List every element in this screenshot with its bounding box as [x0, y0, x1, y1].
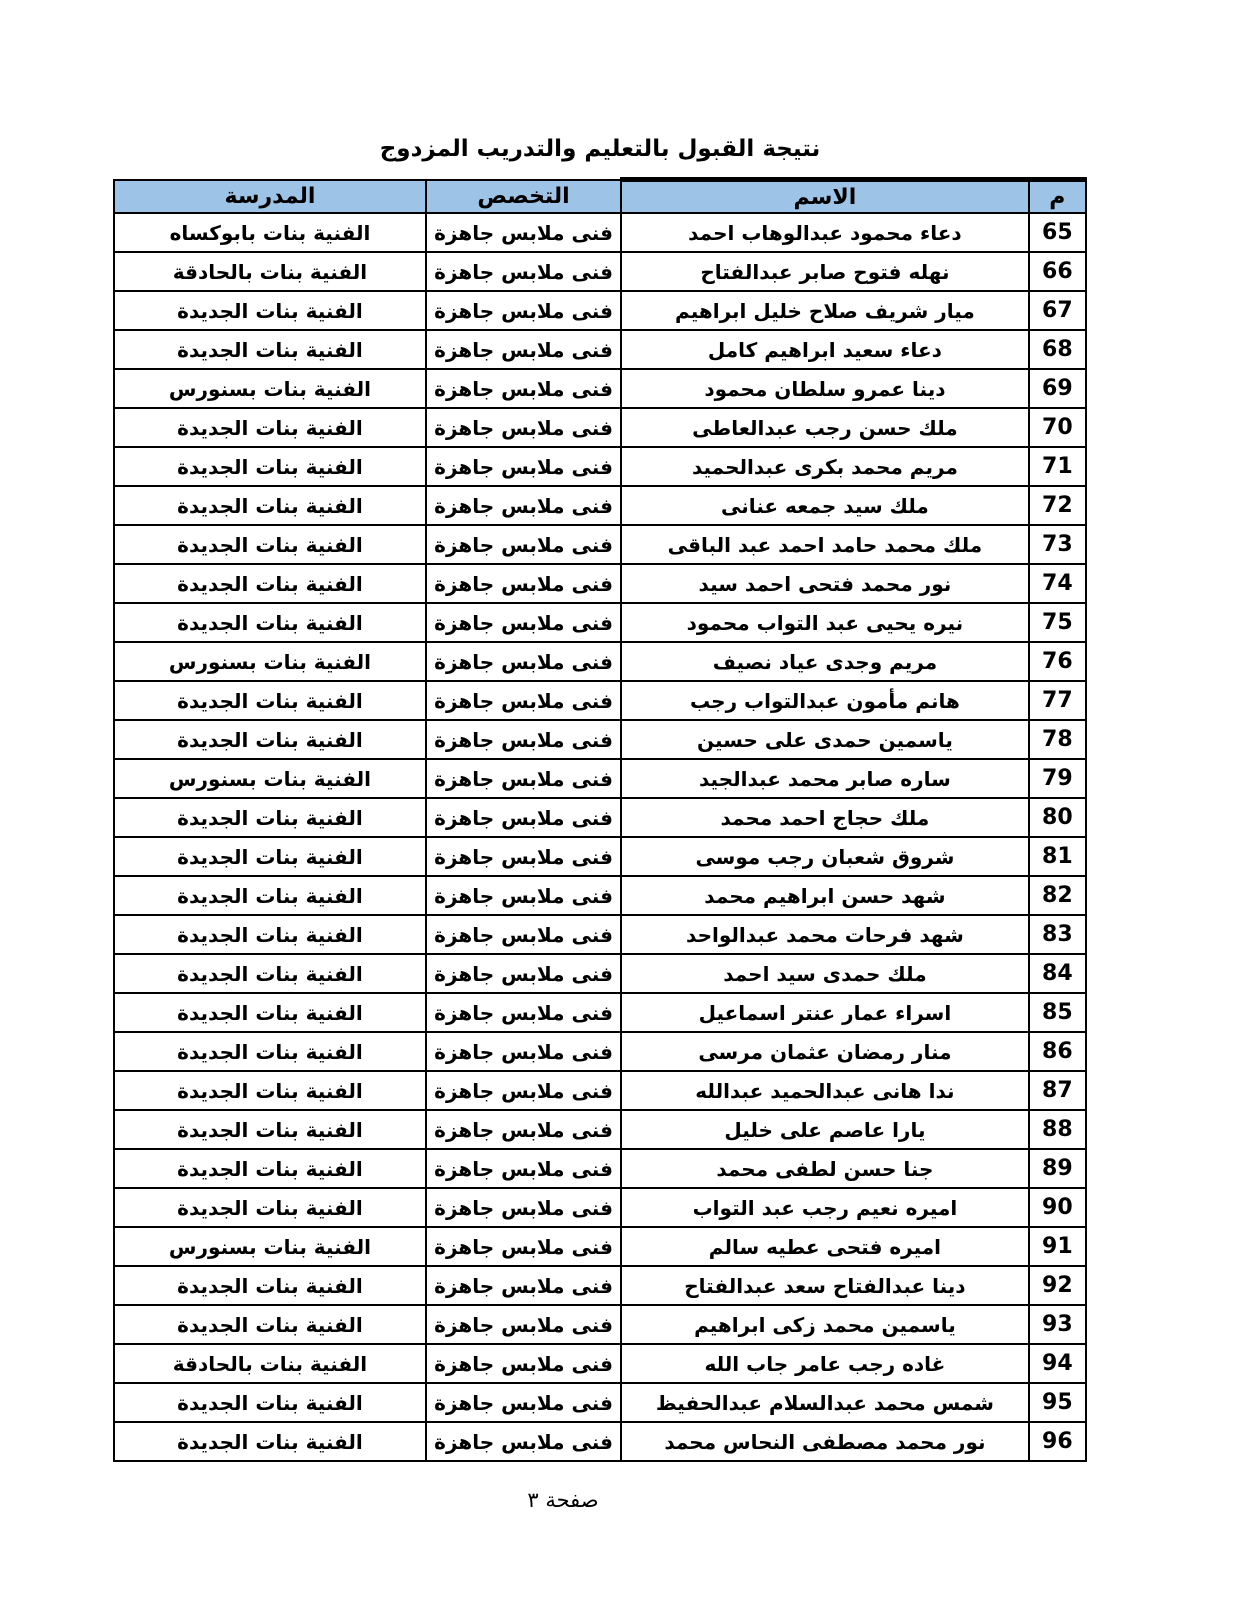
table-row [114, 291, 1086, 330]
table-row [114, 798, 1086, 837]
page-title: نتيجة القبول بالتعليم والتدريب المزدوج [379, 136, 821, 162]
cell-num: 73 [1029, 525, 1086, 564]
table-row [114, 1110, 1086, 1149]
cell-spec: فنى ملابس جاهزة [426, 486, 621, 525]
cell-name: ملك حسن رجب عبدالعاطى [621, 408, 1029, 447]
cell-school: الفنية بنات الجديدة [114, 1305, 426, 1344]
cell-school: الفنية بنات الجديدة [114, 1032, 426, 1071]
cell-spec: فنى ملابس جاهزة [426, 993, 621, 1032]
cell-spec: فنى ملابس جاهزة [426, 915, 621, 954]
cell-num: 68 [1029, 330, 1086, 369]
cell-school: الفنية بنات الجديدة [114, 330, 426, 369]
cell-spec: فنى ملابس جاهزة [426, 1071, 621, 1110]
cell-spec: فنى ملابس جاهزة [426, 798, 621, 837]
cell-spec: فنى ملابس جاهزة [426, 525, 621, 564]
header-school: المدرسة [114, 180, 426, 214]
cell-spec: فنى ملابس جاهزة [426, 1149, 621, 1188]
results-table [113, 177, 1087, 1462]
table-row [114, 876, 1086, 915]
cell-spec: فنى ملابس جاهزة [426, 642, 621, 681]
cell-num: 82 [1029, 876, 1086, 915]
cell-num: 72 [1029, 486, 1086, 525]
cell-num: 84 [1029, 954, 1086, 993]
cell-school: الفنية بنات بسنورس [114, 759, 426, 798]
cell-num: 66 [1029, 252, 1086, 291]
cell-name: نهله فتوح صابر عبدالفتاح [621, 252, 1029, 291]
cell-name: اسراء عمار عنتر اسماعيل [621, 993, 1029, 1032]
cell-name: دينا عبدالفتاح سعد عبدالفتاح [621, 1266, 1029, 1305]
page-number: صفحة ٣ [527, 1488, 599, 1512]
cell-school: الفنية بنات الجديدة [114, 1071, 426, 1110]
cell-name: شروق شعبان رجب موسى [621, 837, 1029, 876]
table-row [114, 1305, 1086, 1344]
cell-num: 79 [1029, 759, 1086, 798]
cell-spec: فنى ملابس جاهزة [426, 876, 621, 915]
cell-num: 77 [1029, 681, 1086, 720]
cell-school: الفنية بنات الجديدة [114, 564, 426, 603]
cell-school: الفنية بنات الجديدة [114, 1383, 426, 1422]
table-row [114, 642, 1086, 681]
cell-school: الفنية بنات بابوكساه [114, 213, 426, 252]
cell-name: نيره يحيى عبد التواب محمود [621, 603, 1029, 642]
cell-num: 76 [1029, 642, 1086, 681]
cell-num: 94 [1029, 1344, 1086, 1383]
cell-school: الفنية بنات الجديدة [114, 408, 426, 447]
cell-name: اميره نعيم رجب عبد التواب [621, 1188, 1029, 1227]
cell-spec: فنى ملابس جاهزة [426, 1110, 621, 1149]
cell-school: الفنية بنات الجديدة [114, 1422, 426, 1461]
cell-spec: فنى ملابس جاهزة [426, 252, 621, 291]
table-row [114, 525, 1086, 564]
cell-school: الفنية بنات بسنورس [114, 1227, 426, 1266]
cell-school: الفنية بنات بسنورس [114, 642, 426, 681]
cell-num: 75 [1029, 603, 1086, 642]
cell-spec: فنى ملابس جاهزة [426, 681, 621, 720]
cell-name: مريم وجدى عياد نصيف [621, 642, 1029, 681]
cell-spec: فنى ملابس جاهزة [426, 954, 621, 993]
cell-num: 80 [1029, 798, 1086, 837]
cell-name: شمس محمد عبدالسلام عبدالحفيظ [621, 1383, 1029, 1422]
cell-name: ندا هانى عبدالحميد عبدالله [621, 1071, 1029, 1110]
cell-name: ساره صابر محمد عبدالجيد [621, 759, 1029, 798]
cell-spec: فنى ملابس جاهزة [426, 720, 621, 759]
cell-spec: فنى ملابس جاهزة [426, 1188, 621, 1227]
cell-num: 91 [1029, 1227, 1086, 1266]
table-row [114, 1188, 1086, 1227]
results-table-body [114, 213, 1086, 1461]
table-row [114, 993, 1086, 1032]
cell-spec: فنى ملابس جاهزة [426, 447, 621, 486]
cell-school: الفنية بنات بسنورس [114, 369, 426, 408]
cell-num: 87 [1029, 1071, 1086, 1110]
cell-num: 93 [1029, 1305, 1086, 1344]
cell-name: نور محمد فتحى احمد سيد [621, 564, 1029, 603]
cell-num: 83 [1029, 915, 1086, 954]
table-row [114, 486, 1086, 525]
cell-school: الفنية بنات الجديدة [114, 993, 426, 1032]
table-row [114, 1383, 1086, 1422]
cell-spec: فنى ملابس جاهزة [426, 408, 621, 447]
cell-name: اميره فتحى عطيه سالم [621, 1227, 1029, 1266]
header-specialization: التخصص [426, 180, 621, 214]
table-row [114, 447, 1086, 486]
table-row [114, 408, 1086, 447]
cell-name: جنا حسن لطفى محمد [621, 1149, 1029, 1188]
cell-name: مريم محمد بكرى عبدالحميد [621, 447, 1029, 486]
header-name: الاسم [621, 180, 1029, 214]
cell-spec: فنى ملابس جاهزة [426, 837, 621, 876]
cell-num: 69 [1029, 369, 1086, 408]
cell-school: الفنية بنات الجديدة [114, 837, 426, 876]
cell-name: غاده رجب عامر جاب الله [621, 1344, 1029, 1383]
cell-name: شهد حسن ابراهيم محمد [621, 876, 1029, 915]
cell-school: الفنية بنات الجديدة [114, 798, 426, 837]
cell-num: 67 [1029, 291, 1086, 330]
cell-spec: فنى ملابس جاهزة [426, 564, 621, 603]
table-row [114, 1422, 1086, 1461]
table-row [114, 1071, 1086, 1110]
cell-num: 96 [1029, 1422, 1086, 1461]
cell-school: الفنية بنات الجديدة [114, 291, 426, 330]
table-row [114, 681, 1086, 720]
cell-spec: فنى ملابس جاهزة [426, 330, 621, 369]
cell-spec: فنى ملابس جاهزة [426, 759, 621, 798]
table-row [114, 759, 1086, 798]
table-row [114, 369, 1086, 408]
cell-school: الفنية بنات الجديدة [114, 954, 426, 993]
cell-school: الفنية بنات بالحادقة [114, 1344, 426, 1383]
cell-name: منار رمضان عثمان مرسى [621, 1032, 1029, 1071]
cell-spec: فنى ملابس جاهزة [426, 291, 621, 330]
cell-num: 70 [1029, 408, 1086, 447]
cell-num: 71 [1029, 447, 1086, 486]
acceptance-results-table [113, 177, 1087, 1462]
table-row [114, 213, 1086, 252]
cell-school: الفنية بنات الجديدة [114, 603, 426, 642]
table-row [114, 1149, 1086, 1188]
table-row [114, 252, 1086, 291]
cell-name: ملك حجاج احمد محمد [621, 798, 1029, 837]
cell-name: ميار شريف صلاح خليل ابراهيم [621, 291, 1029, 330]
cell-spec: فنى ملابس جاهزة [426, 369, 621, 408]
cell-name: ملك حمدى سيد احمد [621, 954, 1029, 993]
cell-num: 81 [1029, 837, 1086, 876]
cell-name: دعاء سعيد ابراهيم كامل [621, 330, 1029, 369]
table-row [114, 330, 1086, 369]
cell-school: الفنية بنات بالحادقة [114, 252, 426, 291]
table-row [114, 564, 1086, 603]
table-row [114, 1344, 1086, 1383]
cell-num: 65 [1029, 213, 1086, 252]
cell-name: ملك محمد حامد احمد عبد الباقى [621, 525, 1029, 564]
cell-num: 78 [1029, 720, 1086, 759]
cell-name: ملك سيد جمعه عنانى [621, 486, 1029, 525]
cell-school: الفنية بنات الجديدة [114, 1188, 426, 1227]
cell-school: الفنية بنات الجديدة [114, 915, 426, 954]
cell-spec: فنى ملابس جاهزة [426, 1227, 621, 1266]
cell-school: الفنية بنات الجديدة [114, 1149, 426, 1188]
cell-num: 95 [1029, 1383, 1086, 1422]
cell-spec: فنى ملابس جاهزة [426, 1032, 621, 1071]
table-row [114, 1266, 1086, 1305]
cell-num: 89 [1029, 1149, 1086, 1188]
cell-name: دعاء محمود عبدالوهاب احمد [621, 213, 1029, 252]
cell-num: 86 [1029, 1032, 1086, 1071]
table-row [114, 954, 1086, 993]
cell-school: الفنية بنات الجديدة [114, 1110, 426, 1149]
cell-num: 85 [1029, 993, 1086, 1032]
cell-school: الفنية بنات الجديدة [114, 525, 426, 564]
table-row [114, 837, 1086, 876]
cell-name: ياسمين محمد زكى ابراهيم [621, 1305, 1029, 1344]
cell-num: 88 [1029, 1110, 1086, 1149]
cell-name: ياسمين حمدى على حسين [621, 720, 1029, 759]
table-row [114, 1032, 1086, 1071]
cell-name: هانم مأمون عبدالتواب رجب [621, 681, 1029, 720]
cell-spec: فنى ملابس جاهزة [426, 213, 621, 252]
cell-num: 92 [1029, 1266, 1086, 1305]
cell-spec: فنى ملابس جاهزة [426, 603, 621, 642]
cell-name: نور محمد مصطفى النحاس محمد [621, 1422, 1029, 1461]
table-row [114, 720, 1086, 759]
cell-name: شهد فرحات محمد عبدالواحد [621, 915, 1029, 954]
cell-school: الفنية بنات الجديدة [114, 681, 426, 720]
cell-school: الفنية بنات الجديدة [114, 876, 426, 915]
cell-num: 74 [1029, 564, 1086, 603]
header-number: م [1029, 180, 1086, 214]
table-row [114, 915, 1086, 954]
cell-spec: فنى ملابس جاهزة [426, 1344, 621, 1383]
cell-spec: فنى ملابس جاهزة [426, 1422, 621, 1461]
cell-name: دينا عمرو سلطان محمود [621, 369, 1029, 408]
cell-spec: فنى ملابس جاهزة [426, 1266, 621, 1305]
cell-spec: فنى ملابس جاهزة [426, 1305, 621, 1344]
cell-school: الفنية بنات الجديدة [114, 720, 426, 759]
header-row [114, 180, 1086, 214]
cell-name: يارا عاصم على خليل [621, 1110, 1029, 1149]
table-row [114, 1227, 1086, 1266]
cell-school: الفنية بنات الجديدة [114, 486, 426, 525]
cell-num: 90 [1029, 1188, 1086, 1227]
table-row [114, 603, 1086, 642]
cell-school: الفنية بنات الجديدة [114, 1266, 426, 1305]
cell-school: الفنية بنات الجديدة [114, 447, 426, 486]
cell-spec: فنى ملابس جاهزة [426, 1383, 621, 1422]
